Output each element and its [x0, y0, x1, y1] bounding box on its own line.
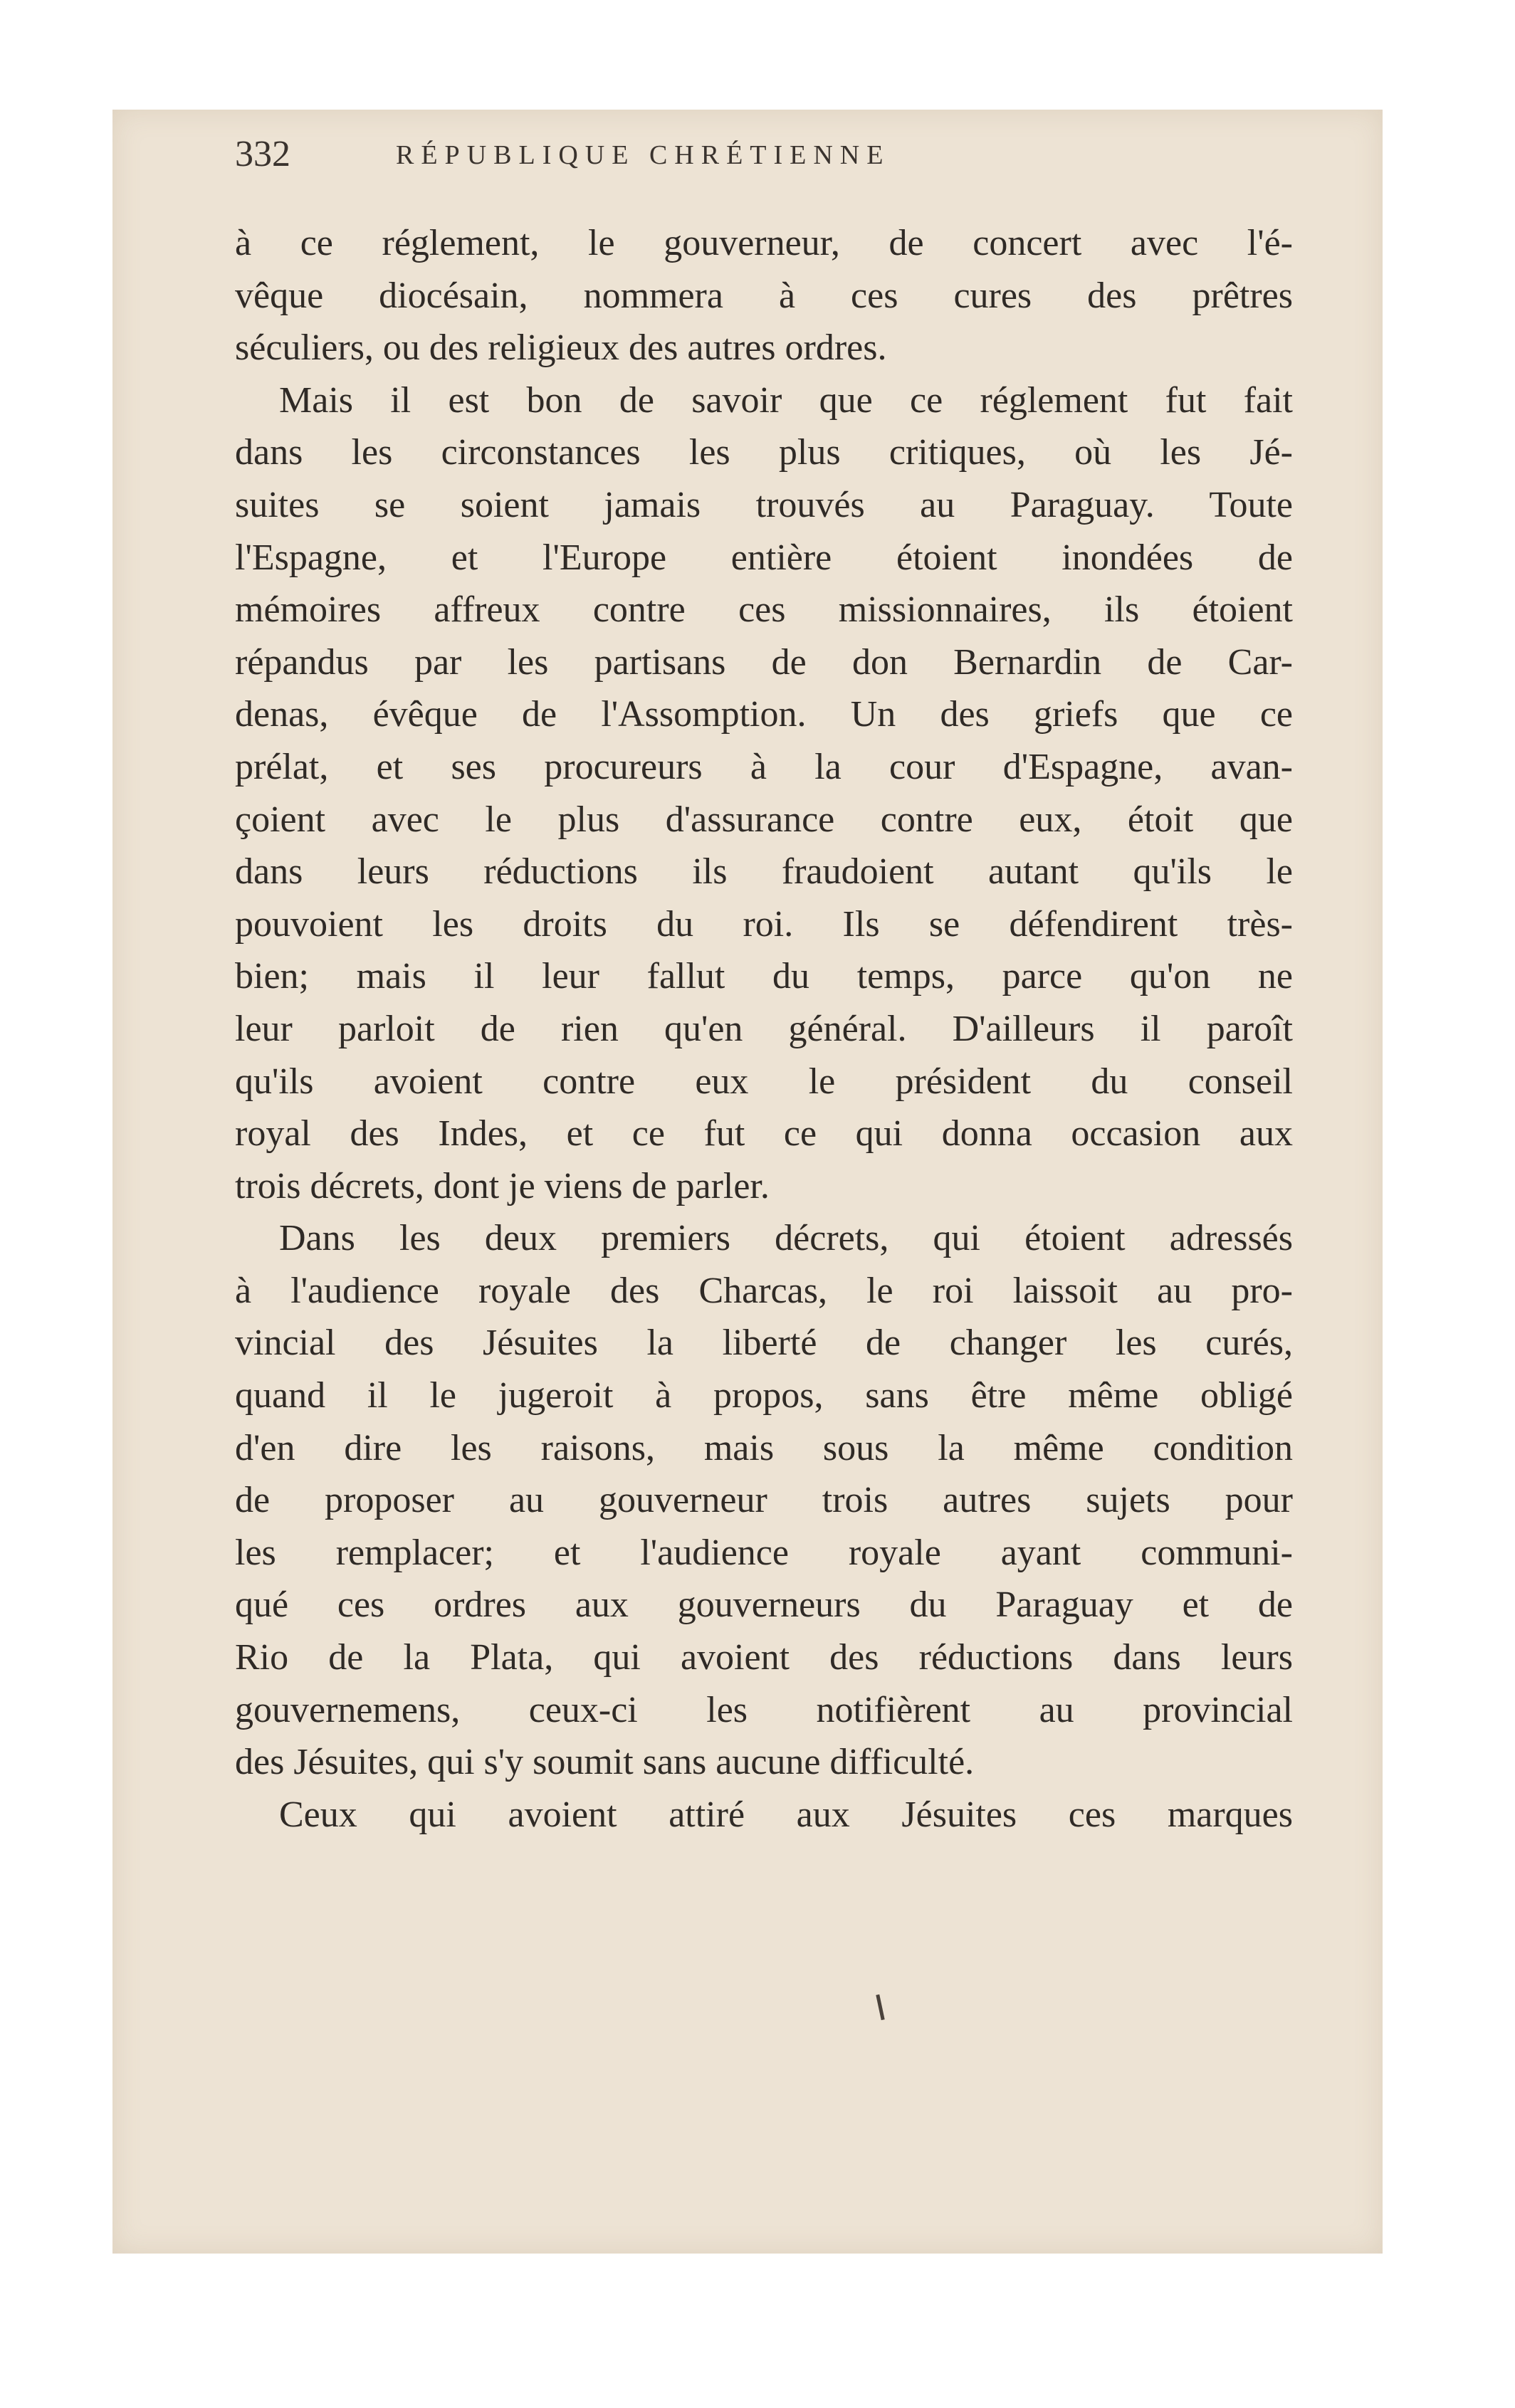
text-line: à l'audience royale des Charcas, le roi laissoit au pro- [235, 1270, 1293, 1311]
text-line: royal des Indes, et ce fut ce qui donna occasion aux [235, 1113, 1293, 1155]
text-line: l'Espagne, et l'Europe entière étoient inondées de [235, 537, 1293, 578]
text-line: qu'ils avoient contre eux le président du conseil [235, 1061, 1293, 1102]
text-line: çoient avec le plus d'assurance contre eux, étoit que [235, 799, 1293, 840]
text-line: séculiers, ou des religieux des autres ordres. [235, 327, 887, 369]
text-line: de proposer au gouverneur trois autres sujets pour [235, 1480, 1293, 1521]
text-line: bien; mais il leur fallut du temps, parce qu'on ne [235, 956, 1293, 997]
text-line: suites se soient jamais trouvés au Paraguay. Toute [235, 484, 1293, 525]
text-line: dans les circonstances les plus critiques, où les Jé- [235, 432, 1293, 473]
text-line: Rio de la Plata, qui avoient des réductions dans leurs [235, 1637, 1293, 1678]
text-line: à ce réglement, le gouverneur, de concert avec l'é- [235, 223, 1293, 263]
running-title: RÉPUBLIQUE CHRÉTIENNE [396, 140, 891, 170]
text-line: Ceux qui avoient attiré aux Jésuites ces marques [279, 1794, 1293, 1835]
text-line: dans leurs réductions ils fraudoient autant qu'ils le [235, 851, 1293, 893]
text-line: qué ces ordres aux gouverneurs du Paraguay et de [235, 1584, 1293, 1626]
text-line: Mais il est bon de savoir que ce réglement fut fait [279, 379, 1293, 421]
text-line: répandus par les partisans de don Bernardin de Car- [235, 641, 1293, 683]
text-line: les remplacer; et l'audience royale ayant communi- [235, 1532, 1293, 1573]
text-line: trois décrets, dont je viens de parler. [235, 1165, 770, 1206]
text-line: d'en dire les raisons, mais sous la même condition [235, 1427, 1293, 1468]
running-head [235, 130, 1289, 179]
text-line: leur parloit de rien qu'en général. D'ailleurs il paroît [235, 1008, 1293, 1049]
text-line: denas, évêque de l'Assomption. Un des griefs que ce [235, 694, 1293, 735]
text-line: Dans les deux premiers décrets, qui étoient adressés [279, 1218, 1293, 1259]
text-line: mémoires affreux contre ces missionnaires, ils étoient [235, 589, 1293, 631]
text-line: vêque diocésain, nommera à ces cures des prêtres [235, 275, 1293, 316]
text-line: gouvernemens, ceux-ci les notifièrent au provincial [235, 1689, 1293, 1730]
text-line: des Jésuites, qui s'y soumit sans aucune difficulté. [235, 1742, 975, 1783]
page-number: 332 [235, 134, 290, 174]
text-line: quand il le jugeroit à propos, sans être même obligé [235, 1375, 1293, 1416]
text-line: prélat, et ses procureurs à la cour d'Espagne, avan- [235, 746, 1293, 787]
text-line: vincial des Jésuites la liberté de changer les curés, [235, 1323, 1293, 1364]
text-line: pouvoient les droits du roi. Ils se défendirent très- [235, 903, 1293, 945]
body-text [235, 217, 1293, 1841]
